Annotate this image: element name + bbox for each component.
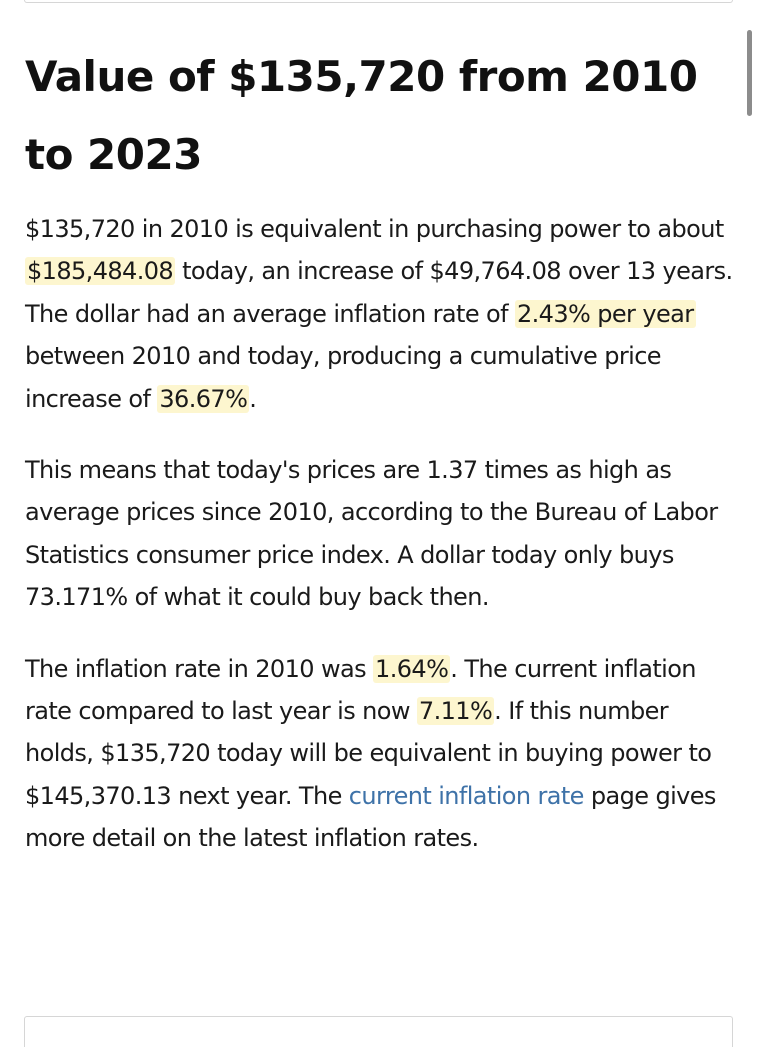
next-card-border bbox=[24, 1016, 733, 1047]
equivalent-value-highlight: $185,484.08 bbox=[27, 257, 174, 286]
scrollbar-thumb[interactable] bbox=[747, 30, 752, 116]
current-inflation-rate-link[interactable]: current inflation rate bbox=[348, 781, 584, 810]
inflation-text-3: . If this number holds, $135,720 today will be equivalent in buying power to $145,370.13 next year. The bbox=[25, 697, 712, 810]
summary-paragraph bbox=[25, 208, 737, 420]
inflation-text-2: . The current inflation rate compared to last year is now bbox=[25, 654, 696, 726]
price-comparison-paragraph: This means that today's prices are 1.37 times as high as average prices since 2010, according to the Bureau of Labor Statistics consumer price index. A dollar today only buys 73.171% of what it could buy back then. bbox=[25, 456, 718, 612]
average-inflation-highlight: 2.43% per year bbox=[516, 299, 694, 328]
inflation-text-4: page gives more detail on the latest inflation rates. bbox=[25, 781, 716, 853]
inflation-2010-highlight: 1.64% bbox=[375, 654, 449, 683]
summary-text-1: $135,720 in 2010 is equivalent in purchasing power to about bbox=[25, 215, 724, 243]
inflation-text-1: The inflation rate in 2010 was bbox=[25, 654, 374, 683]
cumulative-increase-highlight: 36.67% bbox=[159, 384, 248, 413]
summary-text-4: . bbox=[249, 384, 257, 413]
current-inflation-paragraph bbox=[25, 648, 737, 860]
current-inflation-highlight: 7.11% bbox=[418, 697, 493, 726]
page-title: Value of $135,720 from 2010 to 2023 bbox=[25, 52, 698, 179]
summary-text-3: between 2010 and today, producing a cumulative price increase of bbox=[25, 342, 661, 413]
summary-text-2: today, an increase of $49,764.08 over 13 years. The dollar had an average inflation rate of bbox=[25, 257, 733, 328]
article-content bbox=[25, 38, 737, 860]
previous-card-border bbox=[24, 0, 733, 3]
